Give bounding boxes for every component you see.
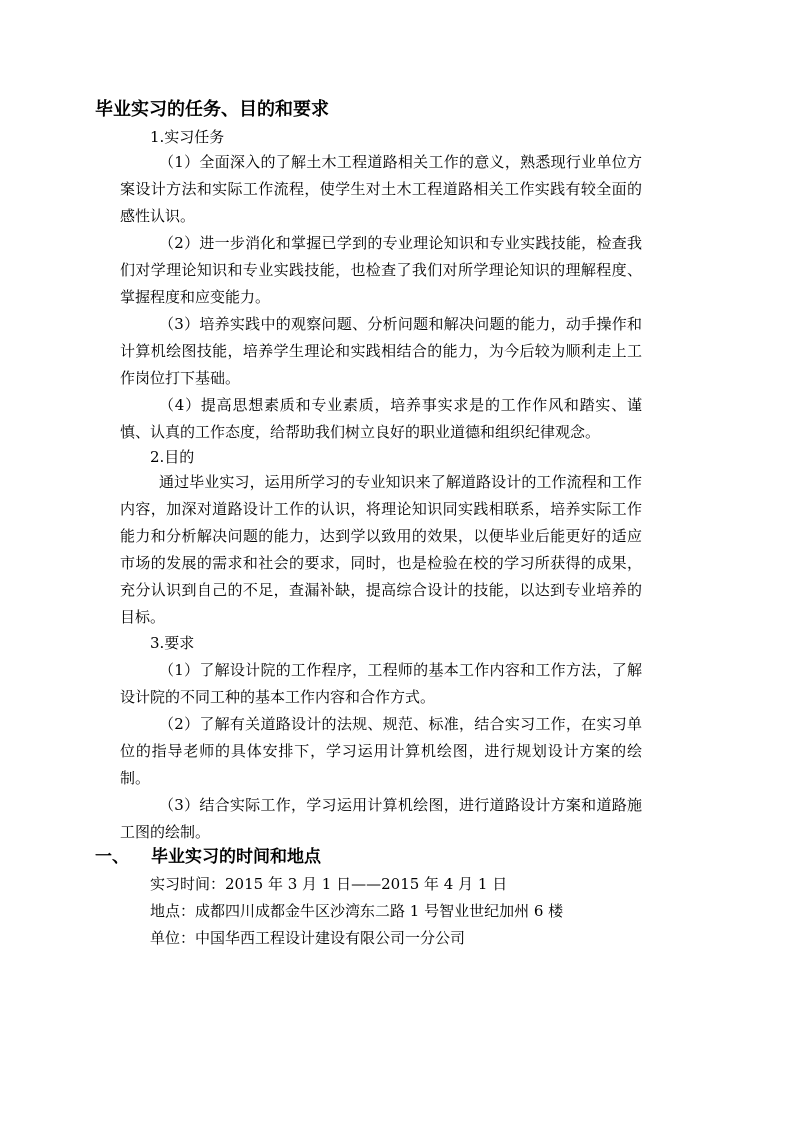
- section-one-heading: [95, 846, 321, 868]
- requirement-item-3: （3）结合实际工作，学习运用计算机绘图，进行道路设计方案和道路施工图的绘制。: [120, 796, 642, 841]
- task-heading: 1.实习任务: [150, 128, 225, 146]
- section-one-title: 毕业实习的时间和地点: [151, 847, 321, 867]
- internship-time: 实习时间：2015 年 3 月 1 日——2015 年 4 月 1 日: [150, 875, 508, 893]
- section-one-number: 一、: [95, 847, 129, 867]
- requirements-heading: 3.要求: [150, 634, 195, 652]
- task-item-3: （3）培养实践中的观察问题、分析问题和解决问题的能力，动手操作和计算机绘图技能，培养学生理论和实践相结合的能力，为今后较为顺利走上工作岗位打下基础。: [120, 315, 642, 387]
- task-item-1: （1）全面深入的了解土木工程道路相关工作的意义，熟悉现行业单位方案设计方法和实际工作流程，使学生对土木工程道路相关工作实践有较全面的感性认识。: [120, 153, 642, 225]
- requirement-item-2: （2）了解有关道路设计的法规、规范、标准，结合实习工作，在实习单位的指导老师的具体安排下，学习运用计算机绘图，进行规划设计方案的绘制。: [120, 715, 642, 787]
- requirement-item-1: （1）了解设计院的工作程序，工程师的基本工作内容和工作方法，了解设计院的不同工种的基本工作内容和合作方式。: [120, 661, 642, 706]
- internship-location: 地点：成都四川成都金牛区沙湾东二路 1 号智业世纪加州 6 楼: [150, 902, 564, 920]
- purpose-paragraph: 通过毕业实习，运用所学习的专业知识来了解道路设计的工作流程和工作内容，加深对道路设计工作的认识，将理论知识同实践相联系，培养实际工作能力和分析解决问题的能力，达到学以致用的效果，以便毕业后能更好的适应市场的发展的需求和社会的要求，同时，也是检验在校的学习所获得的成果，充分认识到自己的不足，查漏补缺，提高综合设计的技能，以达到专业培养的目标。: [120, 473, 642, 626]
- internship-unit: 单位：中国华西工程设计建设有限公司一分公司: [150, 929, 466, 947]
- task-item-4: （4）提高思想素质和专业素质，培养事实求是的工作作风和踏实、谨慎、认真的工作态度，给帮助我们树立良好的职业道德和组织纪律观念。: [120, 396, 642, 441]
- purpose-heading: 2.目的: [150, 448, 195, 466]
- task-item-2: （2）进一步消化和掌握已学到的专业理论知识和专业实践技能，检查我们对学理论知识和专业实践技能，也检查了我们对所学理论知识的理解程度、掌握程度和应变能力。: [120, 234, 642, 306]
- document-title: 毕业实习的任务、目的和要求: [95, 99, 329, 120]
